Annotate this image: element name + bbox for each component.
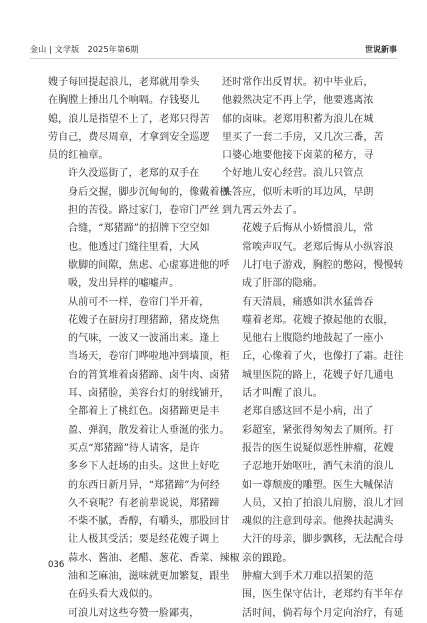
text-line: 蒜水、酱油、老醋、葱花、香菜、辣椒 [68, 552, 240, 564]
text-line: 口婆心地要他接下卤菜的秘方，寻 [222, 150, 374, 162]
text-line: 老郑自感这回不是小病，出了 [242, 406, 374, 418]
text-line: 魂似的注意到母亲。他搀扶起满头 [242, 516, 394, 528]
text-line: 员的红袖章。 [48, 150, 109, 162]
text-line: 劳自己，费尽周章，才拿到安全巡逻 [48, 131, 210, 143]
text-line: 身后交握，脚步沉甸甸的，像戴着枷 [68, 186, 230, 198]
text-line: 可浪儿对这些夸赞一脸鄙夷， [68, 607, 200, 619]
text-line: 不柴不腻，香醇，有嚼头，那股回甘 [68, 516, 230, 528]
text-line: 嫂子每回提起浪儿，老郑就用拳头 [48, 77, 200, 88]
paragraph [222, 220, 404, 293]
paragraph [48, 294, 230, 440]
journal-name: 金山 | 文学版 2025年第6期 [30, 45, 139, 54]
text-line: 全都着上了桃红色。卤猪蹄更是丰 [68, 406, 220, 418]
text-line: 有天清晨，痛感如洪水猛兽吞 [242, 296, 374, 308]
text-line: 肿瘤大到手术刀难以招架的范 [242, 571, 374, 583]
text-line: 台的筲箕堆着卤猪蹄、卤牛肉、卤猪 [68, 369, 230, 381]
text-line: 头答应，似听未听的耳边风，早朗 [222, 186, 374, 198]
left-text-column [48, 74, 240, 623]
running-header [16, 44, 411, 56]
text-line: 的东西日新月异，“郑猪蹄”为何经 [68, 479, 220, 491]
text-line: 大汗的母亲，脚步飘移，无法配合母 [242, 534, 404, 546]
text-line: 郁的卤味。老郑用积蓄为浪儿在城 [222, 113, 374, 125]
text-line: 担的苦役。路过家门，卷帘门严丝 [68, 205, 220, 217]
text-line: 他毅然决定不再上学，他要逃离浓 [222, 95, 374, 107]
text-line: 成了肝部的隐痛。 [242, 278, 323, 290]
paragraph [48, 605, 206, 623]
text-line: 合缝，“郑猪蹄”的招牌下空空如 [68, 223, 210, 235]
text-line: 歇脚的间隙，焦虑、心虚寡进他的呼 [68, 259, 230, 271]
text-line: 当场天，卷帘门哗啦地冲到墙顶，柜 [68, 351, 230, 363]
text-line: 在胸膛上捶出几个响嗝。存钱娶儿 [48, 95, 200, 107]
page-number: 036 [48, 560, 65, 570]
text-line: 子忍地开始呕吐，酒气未消的浪儿 [242, 461, 394, 473]
text-line: 油和芝麻油，滋味就更加繁复，跟坐 [68, 571, 230, 583]
text-line: 如一尊颓废的雕塑。医生大喊保洁 [242, 479, 394, 491]
text-line: 常唉声叹气。老郑后悔从小纵容浪 [242, 241, 394, 253]
text-line: 见他右上腹隐约地鼓起了一座小 [242, 333, 384, 345]
text-line: 盈、弹润，散发着让人垂涎的张力。 [68, 424, 230, 436]
text-line: 还时常作出反胃状。初中毕业后， [222, 77, 374, 88]
text-line: 城里医院的路上，花嫂子好几通电 [242, 369, 394, 381]
text-line: 从前可不一样，卷帘门半开着， [68, 296, 210, 308]
text-line: 许久没巡街了，老郑的双手在 [68, 168, 200, 180]
text-line: 围，医生保守估计，老郑约有半年存 [242, 589, 404, 601]
paragraph [222, 294, 404, 404]
column-name: 世说新事 [365, 45, 397, 54]
text-line: 丘，心像着了火，也像打了霜。赶往 [242, 351, 404, 363]
paragraph [48, 165, 230, 293]
text-line: 活时间，倘若每个月定向治疗，有延 [242, 607, 404, 619]
text-line: 个好地儿安心经营。浪儿只管点 [222, 168, 364, 180]
text-line: 多乡下人赶场的由头。这世上好吃 [68, 461, 220, 473]
text-line: 花嫂子后悔从小娇惯浪儿，常 [242, 223, 374, 235]
text-line: 话才叫醒了浪儿。 [242, 388, 323, 400]
text-line: 久不衰呢？有老前辈说说，郑猪蹄 [68, 497, 220, 509]
text-line: 人员，又拍了拍浪儿肩膀，浪儿才回 [242, 497, 404, 509]
paragraph [222, 568, 404, 623]
paragraph [222, 74, 384, 220]
text-line: 吸，发出异样的嘘嘘声。 [68, 278, 180, 290]
paragraph [48, 74, 210, 165]
text-line: 噬着老郑。花嫂子撩起他的衣服， [242, 314, 394, 326]
text-line: 让人极其受活；要是经花嫂子调上 [68, 534, 220, 546]
text-line: 的气味，一波又一波涌出来。逢上 [68, 333, 220, 345]
paragraph [48, 440, 240, 605]
text-line: 彩超室，紧张得匆匆去了厕所。打 [242, 424, 394, 436]
text-line: 也。他透过门缝往里看，大风 [68, 241, 200, 253]
text-line: 在码头看大戏似的。 [68, 589, 159, 601]
text-line: 报告的医生说疑似恶性肿瘤，花嫂 [242, 442, 394, 454]
header-divider [30, 58, 397, 59]
text-line: 亲的踉跄。 [242, 552, 293, 564]
text-line: 媳，浪儿是指望不上了，老郑只得苦 [48, 113, 210, 125]
text-line: 里买了一套二手房，又几次三番，苦 [222, 131, 384, 143]
text-line: 花嫂子在厨房打理猪蹄，猪皮烧焦 [68, 314, 220, 326]
paragraph [222, 403, 404, 568]
text-line: 儿打电子游戏，胸腔的憋闷，慢慢转 [242, 259, 404, 271]
right-text-column [222, 74, 404, 623]
text-line: 到九霄云外去了。 [222, 205, 303, 217]
text-line: 耳、卤猪脸，美容台灯的射线铺开， [68, 388, 230, 400]
text-line: 买点“郑猪蹄”待人请客，是许 [68, 442, 200, 454]
